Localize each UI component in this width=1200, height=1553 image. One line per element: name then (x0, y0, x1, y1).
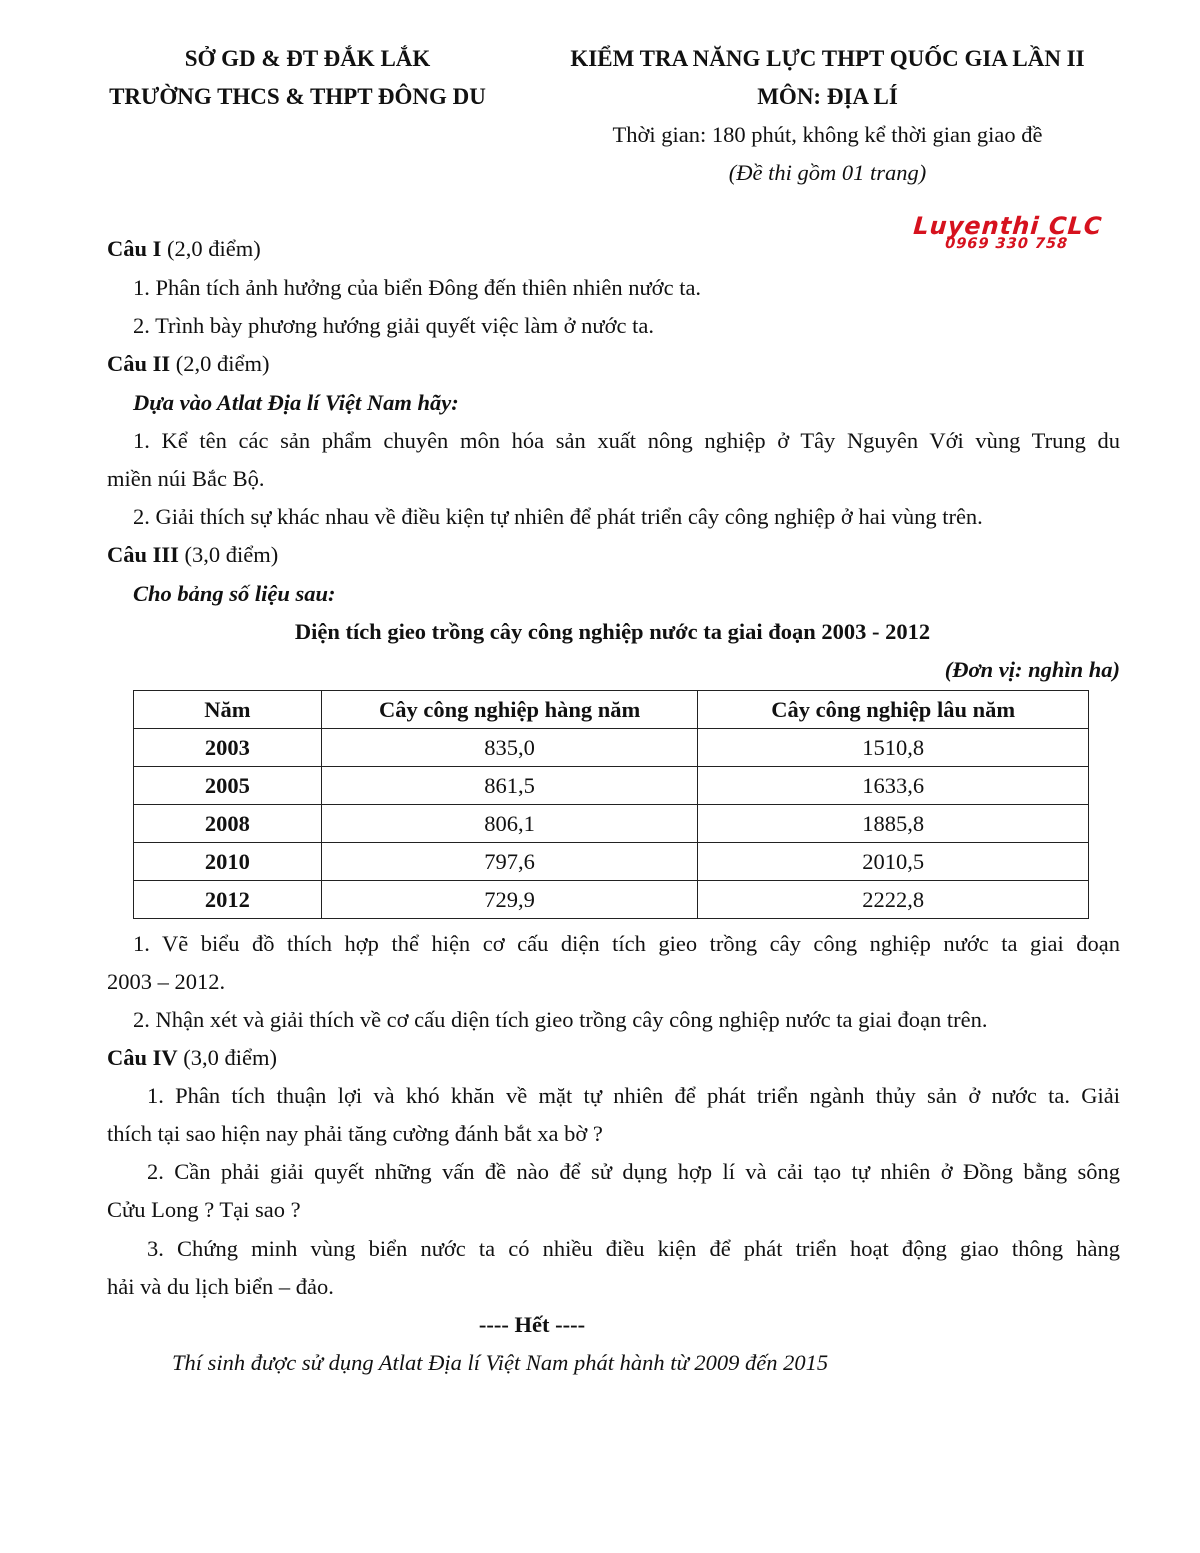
data-table (133, 690, 1089, 919)
question-3-heading (107, 542, 1200, 568)
question-2-intro: Dựa vào Atlat Địa lí Việt Nam hãy: (133, 390, 459, 415)
question-3-item-2: 2. Nhận xét và giải thích về cơ cấu diện tích gieo trồng cây công nghiệp nước ta giai đoạn trên. (133, 1007, 988, 1032)
table-unit: (Đơn vị: nghìn ha) (944, 657, 1120, 682)
table-cell-perennial: 2222,8 (698, 881, 1089, 919)
table-cell-annual: 835,0 (321, 729, 698, 767)
table-title: Diện tích gieo trồng cây công nghiệp nước ta giai đoạn 2003 - 2012 (294, 619, 931, 644)
watermark-phone: 0969 330 758 (944, 236, 1069, 252)
table-cell-perennial: 2010,5 (698, 843, 1089, 881)
table-row (134, 881, 1089, 919)
question-4-item-3-line-2: hải và du lịch biển – đảo. (107, 1274, 334, 1299)
question-4-item-3-line-1: 3. Chứng minh vùng biển nước ta có nhiều điều kiện để phát triển hoạt động giao thông hàng (147, 1236, 1120, 1261)
table-cell-annual: 729,9 (321, 881, 698, 919)
table-cell-year: 2012 (134, 881, 322, 919)
table-header-row (134, 691, 1089, 729)
exam-time: Thời gian: 180 phút, không kể thời gian giao đề (612, 122, 1043, 147)
table-cell-annual: 861,5 (321, 767, 698, 805)
subject-title: MÔN: ĐỊA LÍ (757, 84, 898, 109)
watermark-name: Luyenthi CLC (912, 212, 1104, 240)
question-2-item-2: 2. Giải thích sự khác nhau về điều kiện tự nhiên để phát triển cây công nghiệp ở hai vùng trên. (133, 504, 983, 529)
table-cell-annual: 806,1 (321, 805, 698, 843)
table-row (134, 729, 1089, 767)
question-2-item-1-line-1: 1. Kể tên các sản phẩm chuyên môn hóa sản xuất nông nghiệp ở Tây Nguyên Với vùng Trung du (133, 428, 1120, 453)
question-3-points: (3,0 điểm) (184, 542, 279, 567)
table-cell-year: 2003 (134, 729, 322, 767)
question-4-item-1-line-1: 1. Phân tích thuận lợi và khó khăn về mặt tự nhiên để phát triển ngành thủy sản ở nước ta. Giải (147, 1083, 1120, 1108)
table-header-perennial: Cây công nghiệp lâu năm (698, 691, 1089, 729)
question-3-title: Câu III (107, 542, 179, 567)
question-1-points: (2,0 điểm) (167, 236, 261, 261)
question-1-heading (107, 236, 1200, 262)
question-1-item-1: 1. Phân tích ảnh hưởng của biển Đông đến thiên nhiên nước ta. (133, 275, 702, 300)
question-4-item-2-line-2: Cửu Long ? Tại sao ? (107, 1197, 301, 1222)
question-2-points: (2,0 điểm) (175, 351, 270, 376)
question-1-item-2: 2. Trình bày phương hướng giải quyết việc làm ở nước ta. (133, 313, 654, 338)
table-cell-year: 2005 (134, 767, 322, 805)
exam-title: KIỂM TRA NĂNG LỰC THPT QUỐC GIA LẦN II (570, 46, 1085, 71)
table-row (134, 843, 1089, 881)
question-4-title: Câu IV (107, 1045, 178, 1070)
page-count: (Đề thi gồm 01 trang) (728, 160, 927, 185)
table-header-annual: Cây công nghiệp hàng năm (321, 691, 698, 729)
question-4-heading (107, 1045, 1200, 1071)
question-4-item-1-line-2: thích tại sao hiện nay phải tăng cường đánh bắt xa bờ ? (107, 1121, 603, 1146)
end-marker: ---- Hết ---- (478, 1312, 586, 1337)
question-2-heading (107, 351, 1200, 377)
table-cell-year: 2010 (134, 843, 322, 881)
question-1-title: Câu I (107, 236, 162, 261)
question-4-item-2-line-1: 2. Cần phải giải quyết những vấn đề nào để sử dụng hợp lí và cải tạo tự nhiên ở Đồng bằng sông (147, 1159, 1120, 1184)
table-cell-perennial: 1633,6 (698, 767, 1089, 805)
question-3-intro: Cho bảng số liệu sau: (133, 581, 336, 606)
question-3-item-1-line-2: 2003 – 2012. (107, 969, 226, 994)
question-2-title: Câu II (107, 351, 171, 376)
footer-note: Thí sinh được sử dụng Atlat Địa lí Việt Nam phát hành từ 2009 đến 2015 (172, 1350, 829, 1375)
question-3-item-1-line-1: 1. Vẽ biểu đồ thích hợp thể hiện cơ cấu diện tích gieo trồng cây công nghiệp nước ta giai đoạn (133, 931, 1120, 956)
table-row (134, 805, 1089, 843)
table-cell-annual: 797,6 (321, 843, 698, 881)
question-4-points: (3,0 điểm) (183, 1045, 278, 1070)
table-header-year: Năm (134, 691, 322, 729)
table-cell-perennial: 1510,8 (698, 729, 1089, 767)
table-row (134, 767, 1089, 805)
table-cell-year: 2008 (134, 805, 322, 843)
table-cell-perennial: 1885,8 (698, 805, 1089, 843)
question-2-item-1-line-2: miền núi Bắc Bộ. (107, 466, 265, 491)
department-name: SỞ GD & ĐT ĐẮK LẮK (184, 46, 431, 71)
school-name: TRƯỜNG THCS & THPT ĐÔNG DU (109, 84, 486, 109)
